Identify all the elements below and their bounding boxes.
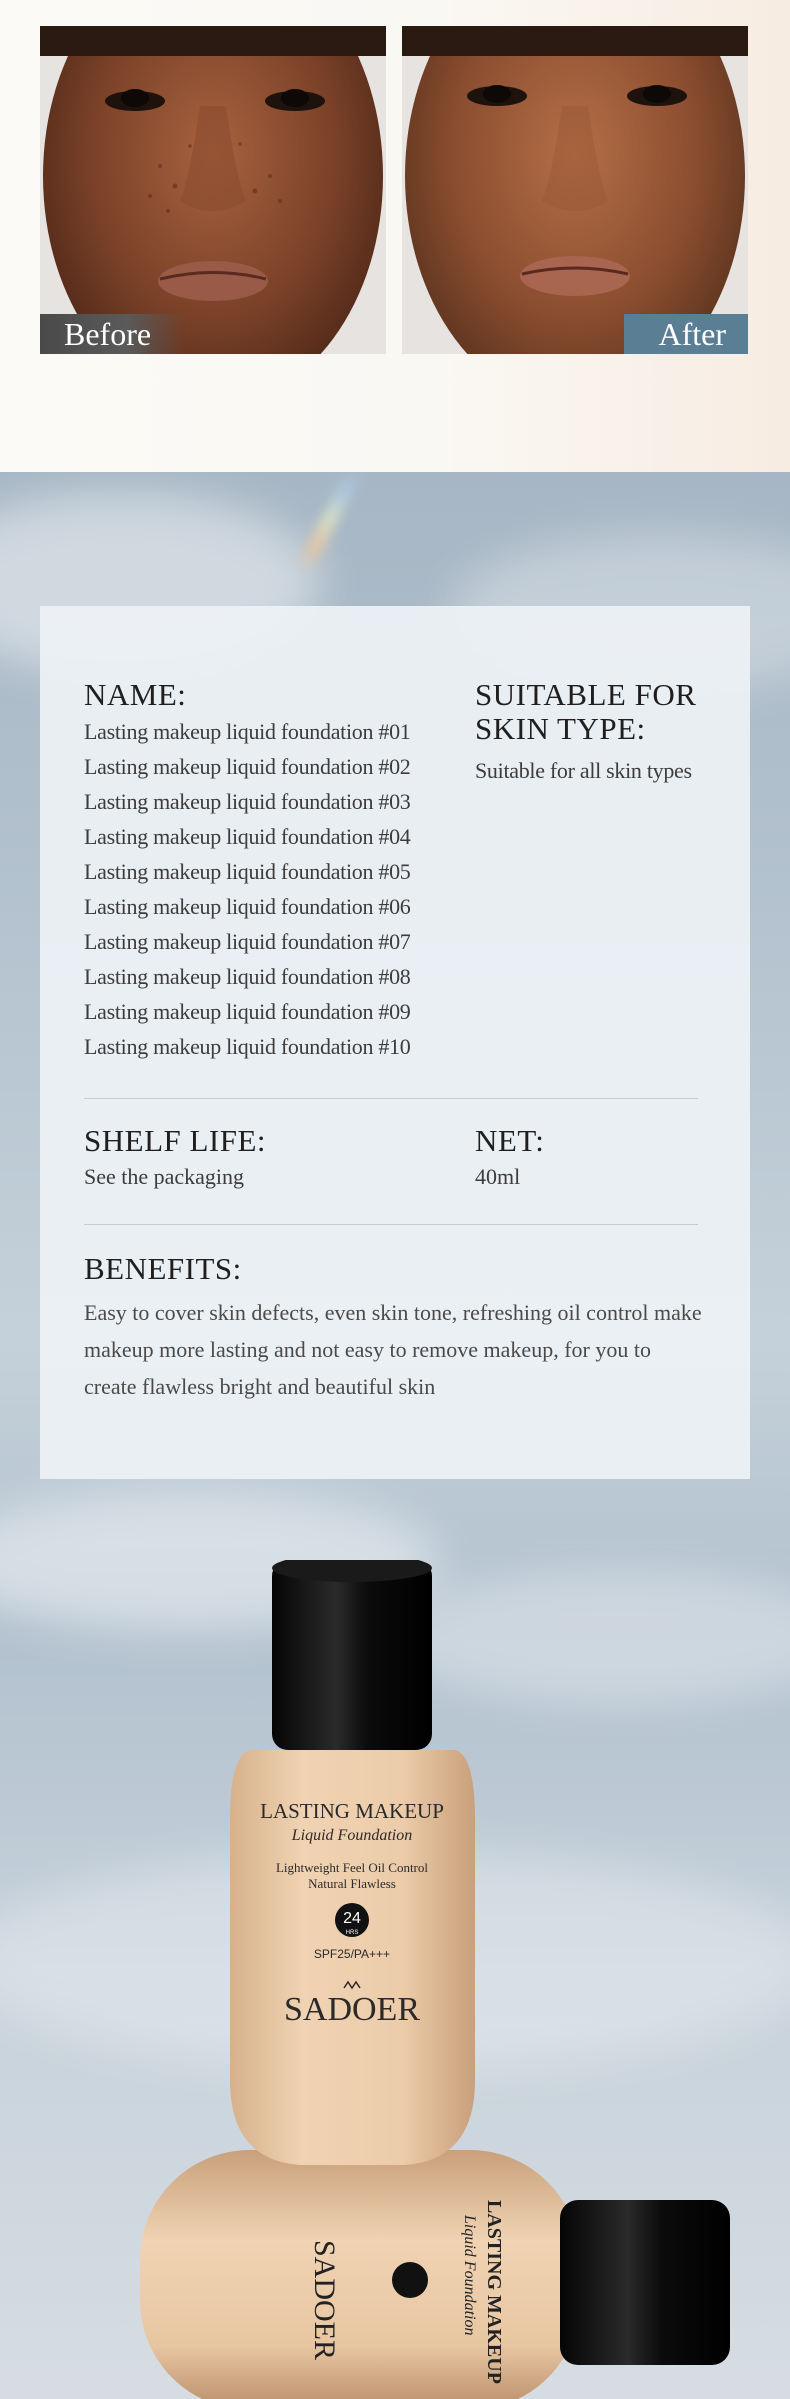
product-bottles-image [0, 1560, 790, 2399]
benefits-heading: BENEFITS: [84, 1251, 242, 1286]
list-item: Lasting makeup liquid foundation #01 [84, 719, 411, 744]
bottle-feature-line2: Natural Flawless [308, 1876, 396, 1891]
before-face-image [40, 26, 386, 354]
badge-unit: HRS [345, 1930, 359, 1936]
divider [84, 1224, 698, 1225]
before-after-section [0, 0, 790, 472]
name-heading: NAME: [84, 677, 187, 712]
list-item: Lasting makeup liquid foundation #06 [84, 894, 411, 919]
bottle-feature-line1: Lightweight Feel Oil Control [275, 1860, 429, 1875]
before-face-illustration [40, 26, 386, 354]
skin-type-value: Suitable for all skin types [475, 758, 692, 783]
net-value: 40ml [475, 1164, 521, 1189]
list-item: Lasting makeup liquid foundation #08 [84, 964, 411, 989]
brand-logo-text: SADOER [283, 1991, 421, 2028]
after-label: After [624, 314, 748, 354]
shelf-life-block [84, 1124, 266, 1194]
list-item: Lasting makeup liquid foundation #03 [84, 789, 411, 814]
list-item: Lasting makeup liquid foundation #02 [84, 754, 411, 779]
net-block [475, 1124, 544, 1194]
list-item: Lasting makeup liquid foundation #10 [84, 1034, 411, 1059]
lying-subtitle-text: Liquid Foundation [461, 2215, 478, 2336]
standing-bottle [230, 1560, 475, 2165]
badge-number: 24 [343, 1910, 361, 1927]
skin-type-heading-line1: SUITABLE FOR [475, 677, 697, 712]
product-info-card [40, 606, 750, 1479]
bottle-subtitle-text: Liquid Foundation [291, 1827, 413, 1844]
bottle-title-text: LASTING MAKEUP [260, 1799, 444, 1823]
list-item: Lasting makeup liquid foundation #09 [84, 999, 411, 1024]
shelf-life-value: See the packaging [84, 1164, 245, 1189]
foundation-bottles-illustration [0, 1560, 790, 2399]
skin-type-column [475, 678, 715, 788]
name-list [84, 714, 484, 1064]
lying-bottle [140, 2150, 730, 2399]
lying-brand-text: SADOER [308, 2240, 341, 2361]
after-face-illustration [402, 26, 748, 354]
shelf-life-heading: SHELF LIFE: [84, 1123, 267, 1158]
after-face-image [402, 26, 748, 354]
net-heading: NET: [475, 1123, 545, 1158]
benefits-text: Easy to cover skin defects, even skin tone, refreshing oil control make makeup more lasting and not easy to remove makeup, for you to create flawless bright and beautiful skin [84, 1300, 702, 1399]
divider [84, 1098, 698, 1099]
before-label: Before [40, 314, 185, 354]
benefits-block [84, 1252, 704, 1405]
lying-title-text: LASTING MAKEUP [483, 2200, 505, 2384]
list-item: Lasting makeup liquid foundation #05 [84, 859, 411, 884]
list-item: Lasting makeup liquid foundation #04 [84, 824, 411, 849]
spf-text: SPF25/PA+++ [313, 1947, 391, 1961]
name-column [84, 678, 484, 1064]
light-flare [296, 472, 365, 575]
skin-type-heading-line2: SKIN TYPE: [475, 711, 646, 746]
list-item: Lasting makeup liquid foundation #07 [84, 929, 411, 954]
